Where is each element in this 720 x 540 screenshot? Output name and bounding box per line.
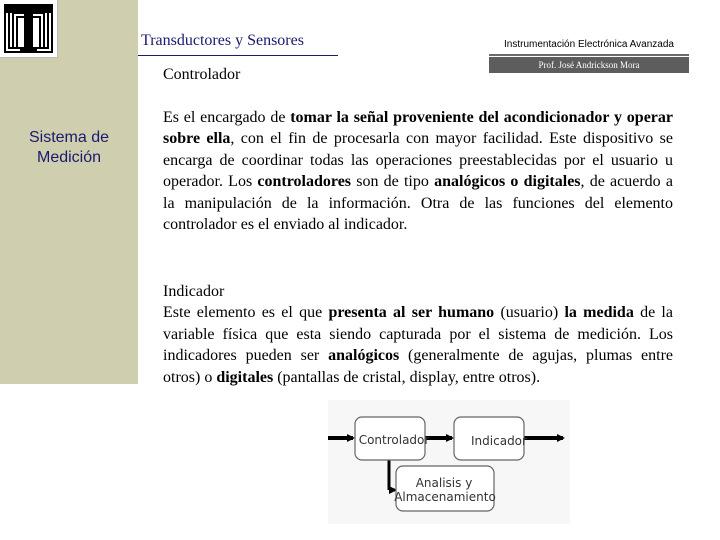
logo-icon — [0, 0, 57, 57]
indicator-paragraph: Este elemento es el que presenta al ser humano (usuario) la medida de la variable física que esta siendo capturada por el sistema de medición. Los indicadores pueden ser analógicos (generalmente de agujas, plumas entre otros) o digitales (pantallas de cristal, display, entre otros). — [163, 304, 674, 386]
section-heading-indicator: Indicador — [163, 283, 225, 300]
course-title: Transductores y Sensores — [141, 32, 304, 49]
block-diagram — [328, 400, 570, 524]
sidebar-label: Sistema de Medición — [28, 129, 110, 166]
indicator-section — [163, 281, 673, 388]
course-subtitle: Instrumentación Electrónica Avanzada — [489, 36, 689, 56]
controller-block-label: Controlador — [358, 433, 430, 447]
header-divider — [138, 55, 338, 56]
teacher-name: Prof. José Andrickson Mora — [489, 57, 689, 73]
institution-logo — [0, 0, 58, 58]
controller-paragraph: Es el encargado de tomar la señal proveniente del acondicionador y operar sobre ella, con el fin de procesarla con mayor facilidad. Este dispositivo se encarga de coordinar todas las operaciones preestablecidas por el usuario u operador. Los controladores son de tipo analógicos o digitales, de acuerdo a la manipulación de la información. Otra de las funciones del elemento controlador es el enviado al indicador. — [163, 109, 674, 234]
section-heading-controller: Controlador — [163, 66, 241, 83]
storage-block-label-line1: Analisis y — [415, 476, 473, 490]
sidebar — [0, 0, 138, 384]
storage-block-label-line2: Almacenamiento — [394, 490, 496, 504]
indicator-block-label: Indicador — [471, 434, 527, 448]
